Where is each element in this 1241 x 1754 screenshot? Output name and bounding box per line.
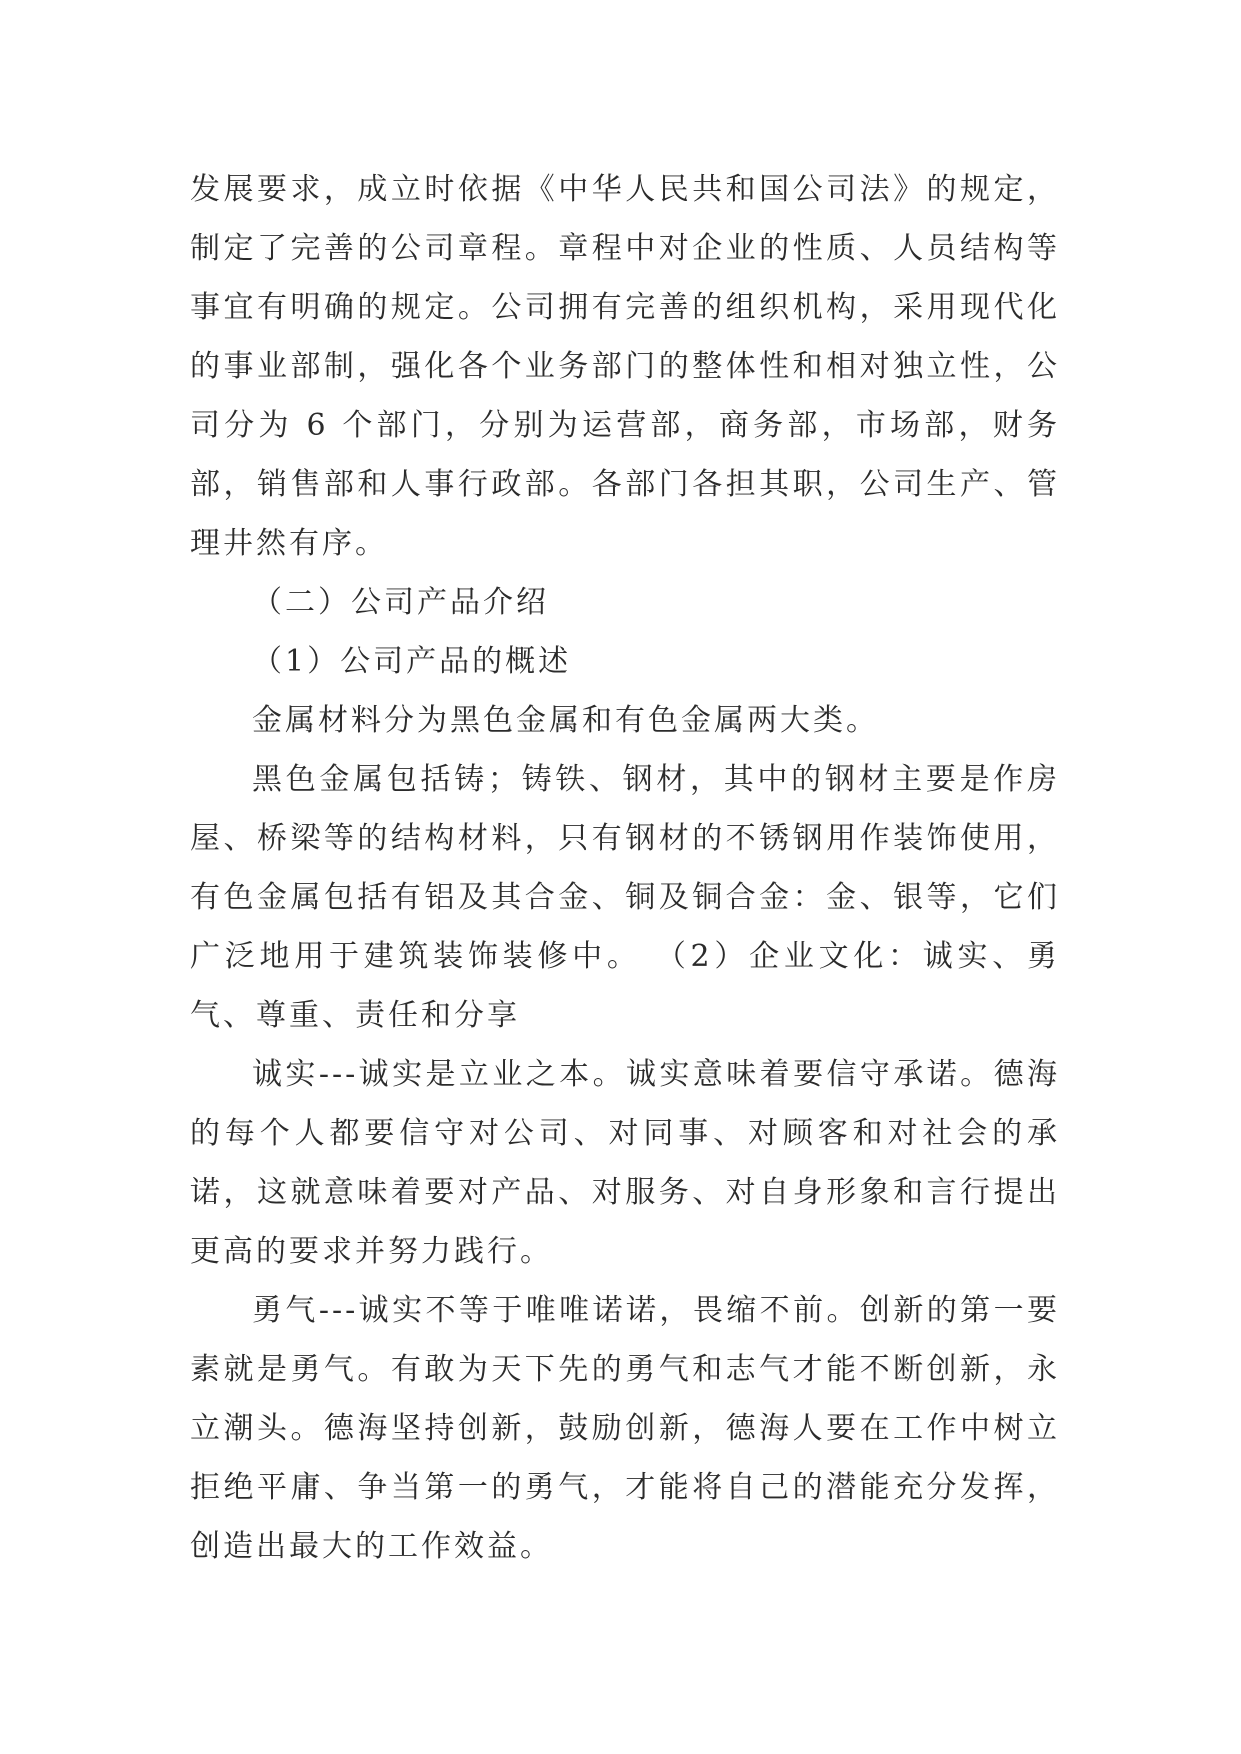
paragraph-honesty: 诚实---诚实是立业之本。诚实意味着要信守承诺。德海的每个人都要信守对公司、对同事、对顾客和对社会的承诺，这就意味着要对产品、对服务、对自身形象和言行提出更高的要求并努力践行。	[190, 1057, 1060, 1269]
subsection-heading-overview: （1）公司产品的概述	[252, 644, 572, 679]
paragraph-metal-categories: 金属材料分为黑色金属和有色金属两大类。	[252, 703, 879, 738]
paragraph-company-structure: 发展要求，成立时依据《中华人民共和国公司法》的规定，制定了完善的公司章程。章程中对企业的性质、人员结构等事宜有明确的规定。公司拥有完善的组织机构，采用现代化的事业部制，强化各个业务部门的整体性和相对独立性，公司分为 6 个部门，分别为运营部，商务部，市场部，财务部，销售部和人事行政部。各部门各担其职，公司生产、管理井然有序。	[190, 172, 1060, 561]
document-body	[190, 160, 1060, 1576]
paragraph-courage: 勇气---诚实不等于唯唯诺诺，畏缩不前。创新的第一要素就是勇气。有敢为天下先的勇气和志气才能不断创新，永立潮头。德海坚持创新，鼓励创新，德海人要在工作中树立拒绝平庸、争当第一的勇气，才能将自己的潜能充分发挥，创造出最大的工作效益。	[190, 1293, 1060, 1564]
section-heading-products: （二）公司产品介绍	[252, 585, 549, 620]
paragraph-ferrous-nonferrous: 黑色金属包括铸；铸铁、钢材，其中的钢材主要是作房屋、桥梁等的结构材料，只有钢材的不锈钢用作装饰使用，有色金属包括有铝及其合金、铜及铜合金：金、银等，它们广泛地用于建筑装饰装修中。 （2）企业文化：诚实、勇气、尊重、责任和分享	[190, 762, 1060, 1033]
